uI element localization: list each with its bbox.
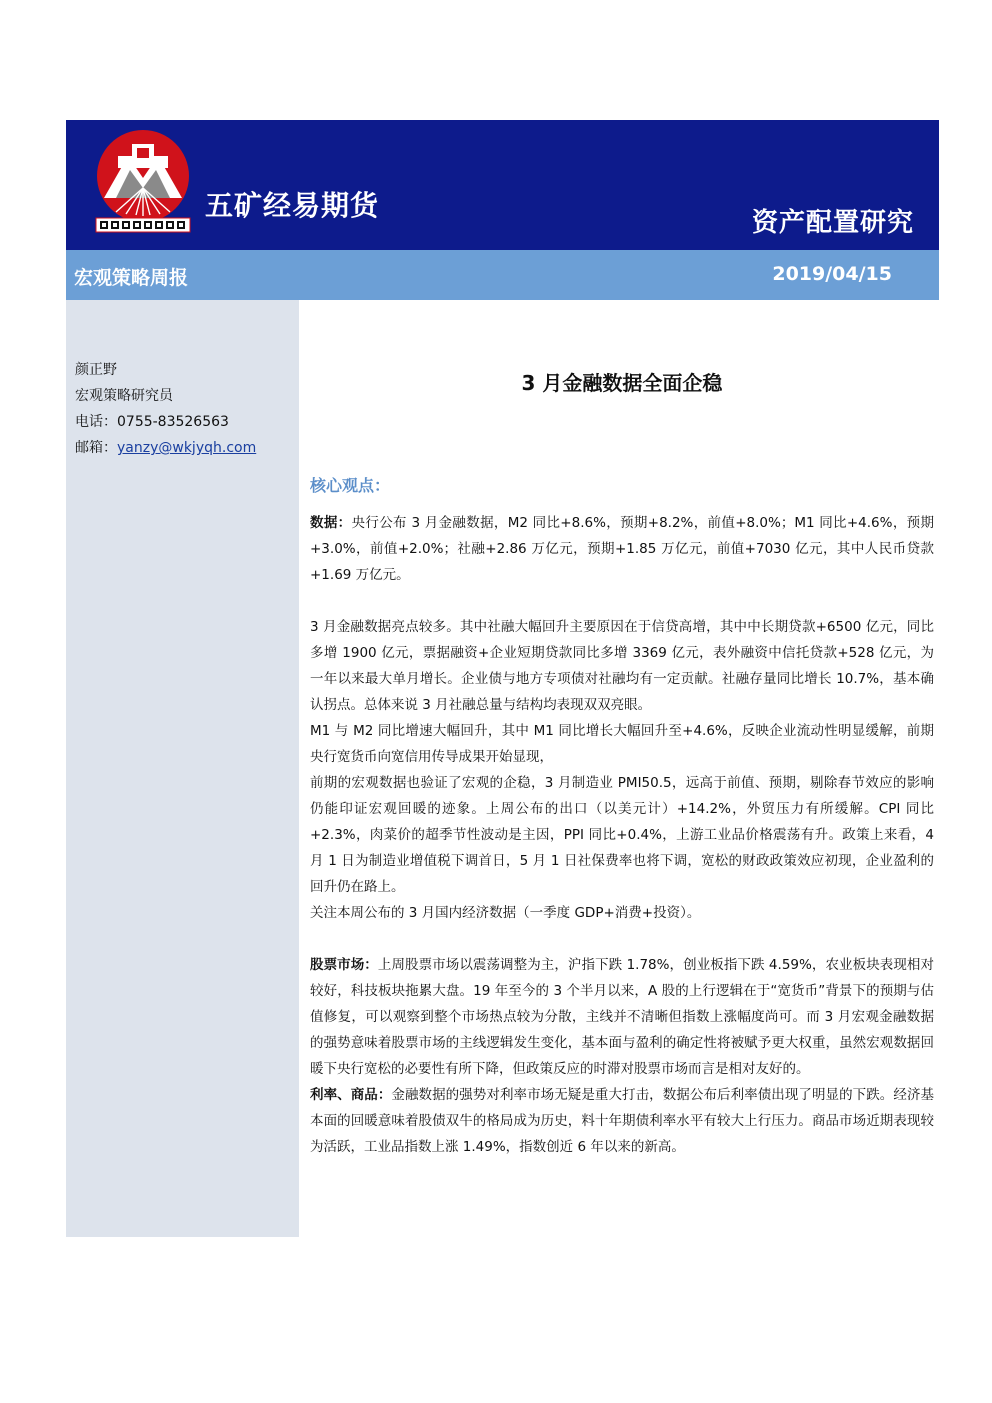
- analysis-paragraph-4: 关注本周公布的 3 月国内经济数据（一季度 GDP+消费+投资）。: [310, 905, 701, 921]
- email-link[interactable]: yanzy@wkjyqh.com: [117, 440, 257, 456]
- section-heading-core-views: 核心观点：: [310, 476, 391, 495]
- stock-label: 股票市场：: [310, 957, 378, 973]
- company-name: 五矿经易期货: [205, 189, 380, 222]
- email-label: 邮箱：: [75, 440, 117, 456]
- stock-paragraph: [310, 952, 934, 1082]
- author-name: 颜正野: [75, 362, 117, 378]
- analysis-paragraph-3: 前期的宏观数据也验证了宏观的企稳，3 月制造业 PMI50.5，远高于前值、预期，剔除春节效应的影响仍能印证宏观回暖的迹象。上周公布的出口（以美元计）+14.2%，外贸压力有所缓解。CPI 同比+2.3%，肉菜价的超季节性波动是主因，PPI 同比+0.4%，上游工业品价格震荡有升。政策上来看，4 月 1 日为制造业增值税下调首日，5 月 1 日社保费率也将下调，宽松的财政政策效应初现，企业盈利的回升仍在路上。: [310, 775, 934, 895]
- author-email-row: [75, 435, 256, 461]
- report-body: [310, 510, 934, 1160]
- stock-text: 上周股票市场以震荡调整为主，沪指下跌 1.78%，创业板指下跌 4.59%，农业板块表现相对较好，科技板块拖累大盘。19 年至今的 3 个半月以来，A 股的上行逻辑在于“宽货币”背景下的预期与估值修复，可以观察到整个市场热点较为分散，主线并不清晰但指数上涨幅度尚可。而 3 月宏观金融数据的强势意味着股票市场的主线逻辑发生变化，基本面与盈利的确定性将被赋予更大权重，虽然宏观数据回暖下央行宽松的必要性有所下降，但政策反应的时滞对股票市场而言是相对友好的。: [310, 957, 934, 1077]
- author-title: 宏观策略研究员: [75, 388, 173, 404]
- main-content: [310, 365, 935, 1155]
- report-category: 资产配置研究: [751, 208, 914, 238]
- report-type: 宏观策略周报: [74, 267, 189, 289]
- data-label: 数据：: [310, 515, 352, 531]
- report-title: 3 月金融数据全面企稳: [521, 371, 723, 395]
- analysis-paragraph-1: 3 月金融数据亮点较多。其中社融大幅回升主要原因在于信贷高增，其中中长期贷款+6500 亿元，同比多增 1900 亿元，票据融资+企业短期贷款同比多增 3369 亿元，表外融资中信托贷款+528 亿元，为一年以来最大单月增长。企业债与地方专项债对社融均有一定贡献。社融存量同比增长 10.7%，基本确认拐点。总体来说 3 月社融总量与结构均表现双双亮眼。: [310, 619, 934, 713]
- data-paragraph: [310, 510, 934, 588]
- author-info: [75, 357, 256, 461]
- rates-text: 金融数据的强势对利率市场无疑是重大打击，数据公布后利率债出现了明显的下跌。经济基本面的回暖意味着股债双牛的格局成为历史，料十年期债利率水平有较大上行压力。商品市场近期表现较为活跃，工业品指数上涨 1.49%，指数创近 6 年以来的新高。: [310, 1087, 935, 1155]
- data-text: 央行公布 3 月金融数据，M2 同比+8.6%，预期+8.2%，前值+8.0%；M1 同比+4.6%，预期+3.0%，前值+2.0%；社融+2.86 万亿元，预期+1.85 万亿元，前值+7030 亿元，其中人民币贷款+1.69 万亿元。: [310, 515, 934, 583]
- rates-paragraph: [310, 1082, 934, 1160]
- author-phone: 电话：0755-83526563: [75, 414, 229, 430]
- paragraph-gap: [310, 588, 934, 614]
- paragraph-gap: [310, 926, 934, 952]
- report-date: 2019/04/15: [772, 263, 892, 285]
- analysis-paragraph-2: M1 与 M2 同比增速大幅回升，其中 M1 同比增长大幅回升至+4.6%，反映企业流动性明显缓解，前期央行宽货币向宽信用传导成果开始显现，: [310, 723, 934, 765]
- minmetals-logo: [88, 126, 198, 236]
- rates-label: 利率、商品：: [310, 1087, 392, 1103]
